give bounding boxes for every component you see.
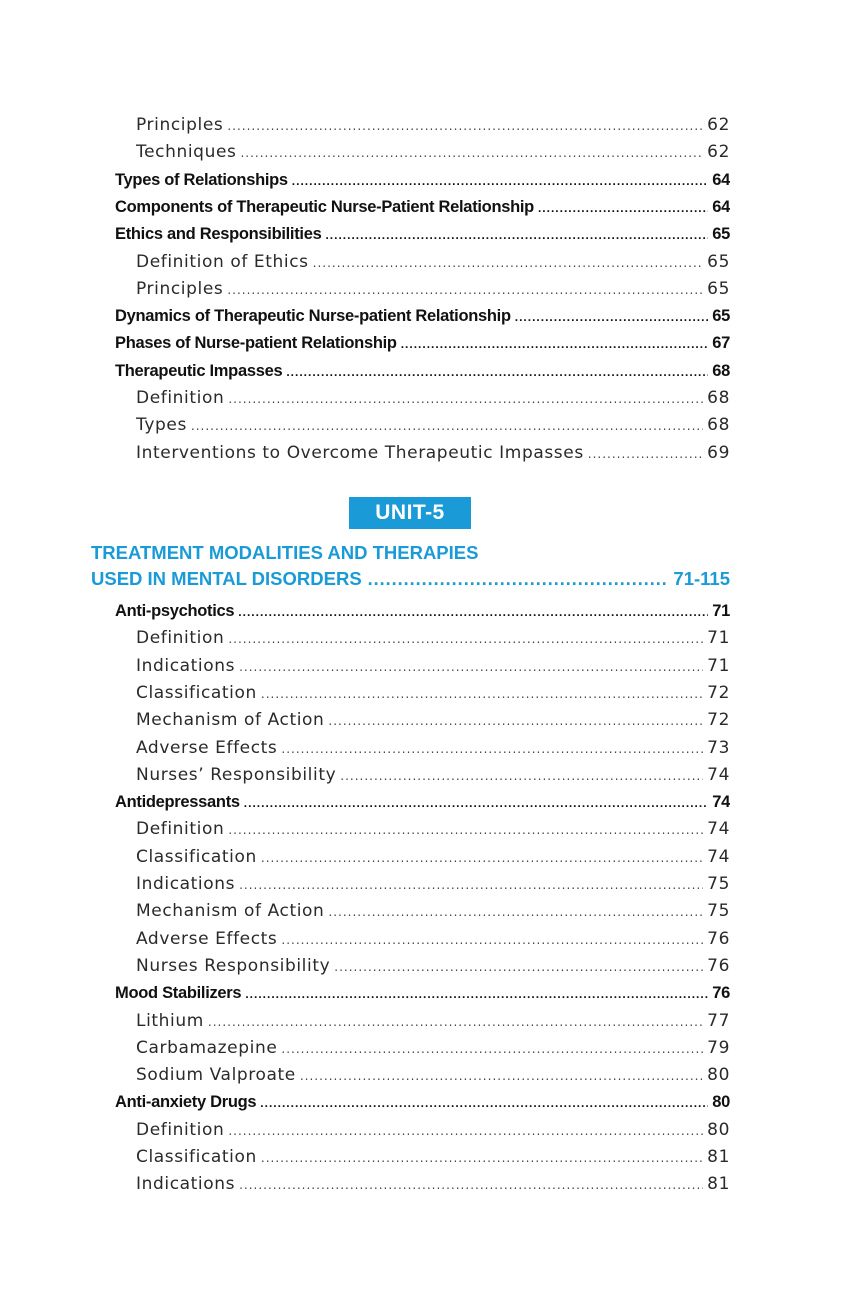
toc-entry-page: 74: [707, 819, 730, 840]
toc-entry: [136, 440, 730, 467]
leader-dots: [588, 441, 703, 467]
toc-entry-page: 81: [707, 1147, 730, 1167]
toc-entry-page: 80: [712, 1093, 730, 1112]
toc-entry-page: 69: [707, 442, 730, 463]
toc-entry: [136, 653, 730, 680]
leader-dots: [328, 708, 703, 734]
leader-dots: [239, 872, 703, 898]
toc-entry-page: 68: [712, 361, 730, 380]
toc-entry-page: 74: [707, 764, 730, 785]
toc-entry-page: 62: [707, 142, 730, 163]
toc-entry-label: Definition: [136, 388, 225, 408]
toc-entry-page: 76: [707, 955, 730, 976]
toc-entry-page: 64: [712, 170, 730, 189]
toc-entry: [136, 844, 730, 871]
leader-dots: [325, 222, 708, 248]
toc-entry-page: 76: [712, 984, 730, 1003]
toc-entry-label: Definition: [136, 1119, 225, 1140]
toc-entry: [136, 1062, 730, 1089]
unit-page-range: 71-115: [673, 568, 730, 589]
toc-entry-page: 74: [707, 846, 730, 867]
toc-entry-label: Adverse Effects: [136, 928, 278, 949]
leader-dots: [328, 899, 703, 925]
leader-dots: [281, 736, 703, 762]
leader-dots: [227, 113, 703, 139]
toc-entry-label: Ethics and Responsibilities: [115, 225, 322, 244]
toc-entry-page: 75: [707, 874, 730, 894]
unit-title-line2-text: USED IN MENTAL DISORDERS: [91, 568, 362, 589]
toc-entry-label: Lithium: [136, 1010, 204, 1031]
toc-entry: [136, 276, 730, 303]
toc-entry: [136, 680, 730, 707]
toc-entry-heading: [115, 330, 730, 357]
toc-entry-page: 68: [707, 388, 730, 408]
toc-entry-page: 65: [707, 251, 730, 272]
toc-entry-page: 79: [707, 1037, 730, 1058]
toc-entry-page: 72: [707, 682, 730, 703]
toc-entry-page: 71: [707, 628, 730, 649]
toc-entry-page: 72: [707, 710, 730, 731]
toc-entry-label: Phases of Nurse-patient Relationship: [115, 334, 397, 353]
leader-dots: [244, 790, 708, 816]
toc-entry-label: Types: [136, 415, 187, 436]
toc-entry-label: Principles: [136, 115, 224, 135]
leader-dots: [401, 331, 709, 357]
toc-entry-label: Antidepressants: [115, 793, 240, 812]
leader-dots: [227, 277, 703, 303]
toc-entry-page: 67: [712, 334, 730, 353]
unit-badge: UNIT-5: [349, 497, 471, 529]
toc-entry: [136, 762, 730, 789]
toc-entry: [136, 735, 730, 762]
toc-entry-label: Indications: [136, 1174, 236, 1195]
toc-entry-label: Mood Stabilizers: [115, 984, 242, 1003]
toc-entry-label: Dynamics of Therapeutic Nurse-patient Relationship: [115, 307, 511, 326]
toc-entry-label: Mechanism of Action: [136, 901, 325, 922]
leader-dots: [239, 654, 703, 680]
toc-entry-label: Definition: [136, 628, 225, 649]
leader-dots: [228, 386, 703, 412]
toc-entry-label: Principles: [136, 278, 224, 299]
leader-dots: [313, 250, 704, 276]
toc-entry-heading: [115, 221, 730, 248]
toc-entry-heading: [115, 303, 730, 330]
leader-dots: [334, 954, 703, 980]
toc-entry-page: 65: [712, 225, 730, 244]
leader-dots: [240, 140, 703, 166]
toc-entry-label: Definition: [136, 819, 225, 840]
toc-entry: [136, 412, 730, 439]
toc-entry-page: 75: [707, 901, 730, 922]
leader-dots: [368, 567, 670, 591]
leader-dots: [208, 1009, 703, 1035]
toc-entry: [136, 1117, 730, 1144]
toc-entry-page: 80: [707, 1065, 730, 1086]
toc-entry-page: 77: [707, 1010, 730, 1031]
leader-dots: [260, 1090, 708, 1116]
toc-entry: [136, 707, 730, 734]
toc-entry-label: Carbamazepine: [136, 1037, 278, 1058]
toc-entry-heading: [115, 358, 730, 385]
leader-dots: [515, 304, 708, 330]
toc-entry-page: 81: [707, 1174, 730, 1195]
toc-entry-page: 73: [707, 737, 730, 758]
toc-entry-page: 71: [712, 602, 730, 620]
toc-entry-label: Types of Relationships: [115, 170, 288, 189]
toc-entry-label: Nurses Responsibility: [136, 955, 331, 976]
toc-entry: [136, 1035, 730, 1062]
toc-entry-heading: [115, 789, 730, 816]
leader-dots: [261, 1145, 703, 1171]
toc-entry-page: 76: [707, 928, 730, 949]
toc-entry-label: Classification: [136, 846, 257, 867]
leader-dots: [261, 845, 703, 871]
toc-entry: [136, 249, 730, 276]
toc-entry-label: Anti-psychotics: [115, 602, 235, 620]
toc-entry-heading: [115, 980, 730, 1007]
toc-entry: [136, 871, 730, 898]
toc-entry-label: Components of Therapeutic Nurse-Patient Relationship: [115, 197, 534, 216]
toc-entry-heading: [115, 1089, 730, 1116]
toc-entry: [136, 385, 730, 412]
toc-entry: [136, 1144, 730, 1171]
toc-entry-label: Definition of Ethics: [136, 251, 309, 272]
toc-entry-page: 80: [707, 1119, 730, 1140]
toc-entry: [136, 139, 730, 166]
leader-dots: [245, 981, 708, 1007]
toc-entry-label: Mechanism of Action: [136, 710, 325, 731]
toc-entry-page: 65: [712, 307, 730, 326]
toc-entry: [136, 926, 730, 953]
toc-entry-label: Therapeutic Impasses: [115, 361, 283, 380]
leader-dots: [286, 359, 708, 385]
leader-dots: [228, 626, 703, 652]
toc-entry-heading: [115, 194, 730, 221]
toc-entry-label: Nurses’ Responsibility: [136, 764, 337, 785]
toc-entry-page: 62: [707, 115, 730, 135]
toc-entry-label: Classification: [136, 1147, 257, 1167]
toc-entry-page: 71: [707, 655, 730, 676]
unit-title-line2: [91, 566, 730, 591]
toc-entry: [136, 898, 730, 925]
toc-entry-label: Techniques: [136, 142, 237, 163]
leader-dots: [538, 195, 708, 221]
leader-dots: [281, 1036, 703, 1062]
leader-dots: [292, 168, 708, 194]
toc-entry-label: Adverse Effects: [136, 737, 278, 758]
leader-dots: [340, 763, 703, 789]
toc-entry-page: 65: [707, 278, 730, 299]
leader-dots: [300, 1063, 703, 1089]
leader-dots: [228, 1118, 703, 1144]
toc-entry-heading: [115, 598, 730, 625]
toc-entry-label: Indications: [136, 655, 236, 676]
toc-entry-label: Interventions to Overcome Therapeutic Impasses: [136, 442, 584, 463]
leader-dots: [239, 1172, 703, 1198]
leader-dots: [228, 817, 703, 843]
leader-dots: [281, 927, 703, 953]
unit-title-line1: TREATMENT MODALITIES AND THERAPIES: [91, 542, 479, 563]
toc-entry: [136, 112, 730, 139]
toc-entry-label: Sodium Valproate: [136, 1065, 296, 1086]
toc-entry: [136, 953, 730, 980]
toc-entry-page: 68: [707, 415, 730, 436]
toc-entry: [136, 816, 730, 843]
toc-entry-label: Anti-anxiety Drugs: [115, 1093, 257, 1112]
toc-entry-heading: [115, 167, 730, 194]
toc-entry-page: 64: [712, 197, 730, 216]
toc-entry-label: Indications: [136, 874, 236, 894]
toc-entry-page: 74: [712, 793, 730, 812]
leader-dots: [238, 599, 708, 625]
leader-dots: [191, 413, 703, 439]
toc-entry: [136, 1008, 730, 1035]
leader-dots: [261, 681, 703, 707]
toc-entry: [136, 1171, 730, 1198]
toc-entry-label: Classification: [136, 682, 257, 703]
toc-entry: [136, 625, 730, 652]
